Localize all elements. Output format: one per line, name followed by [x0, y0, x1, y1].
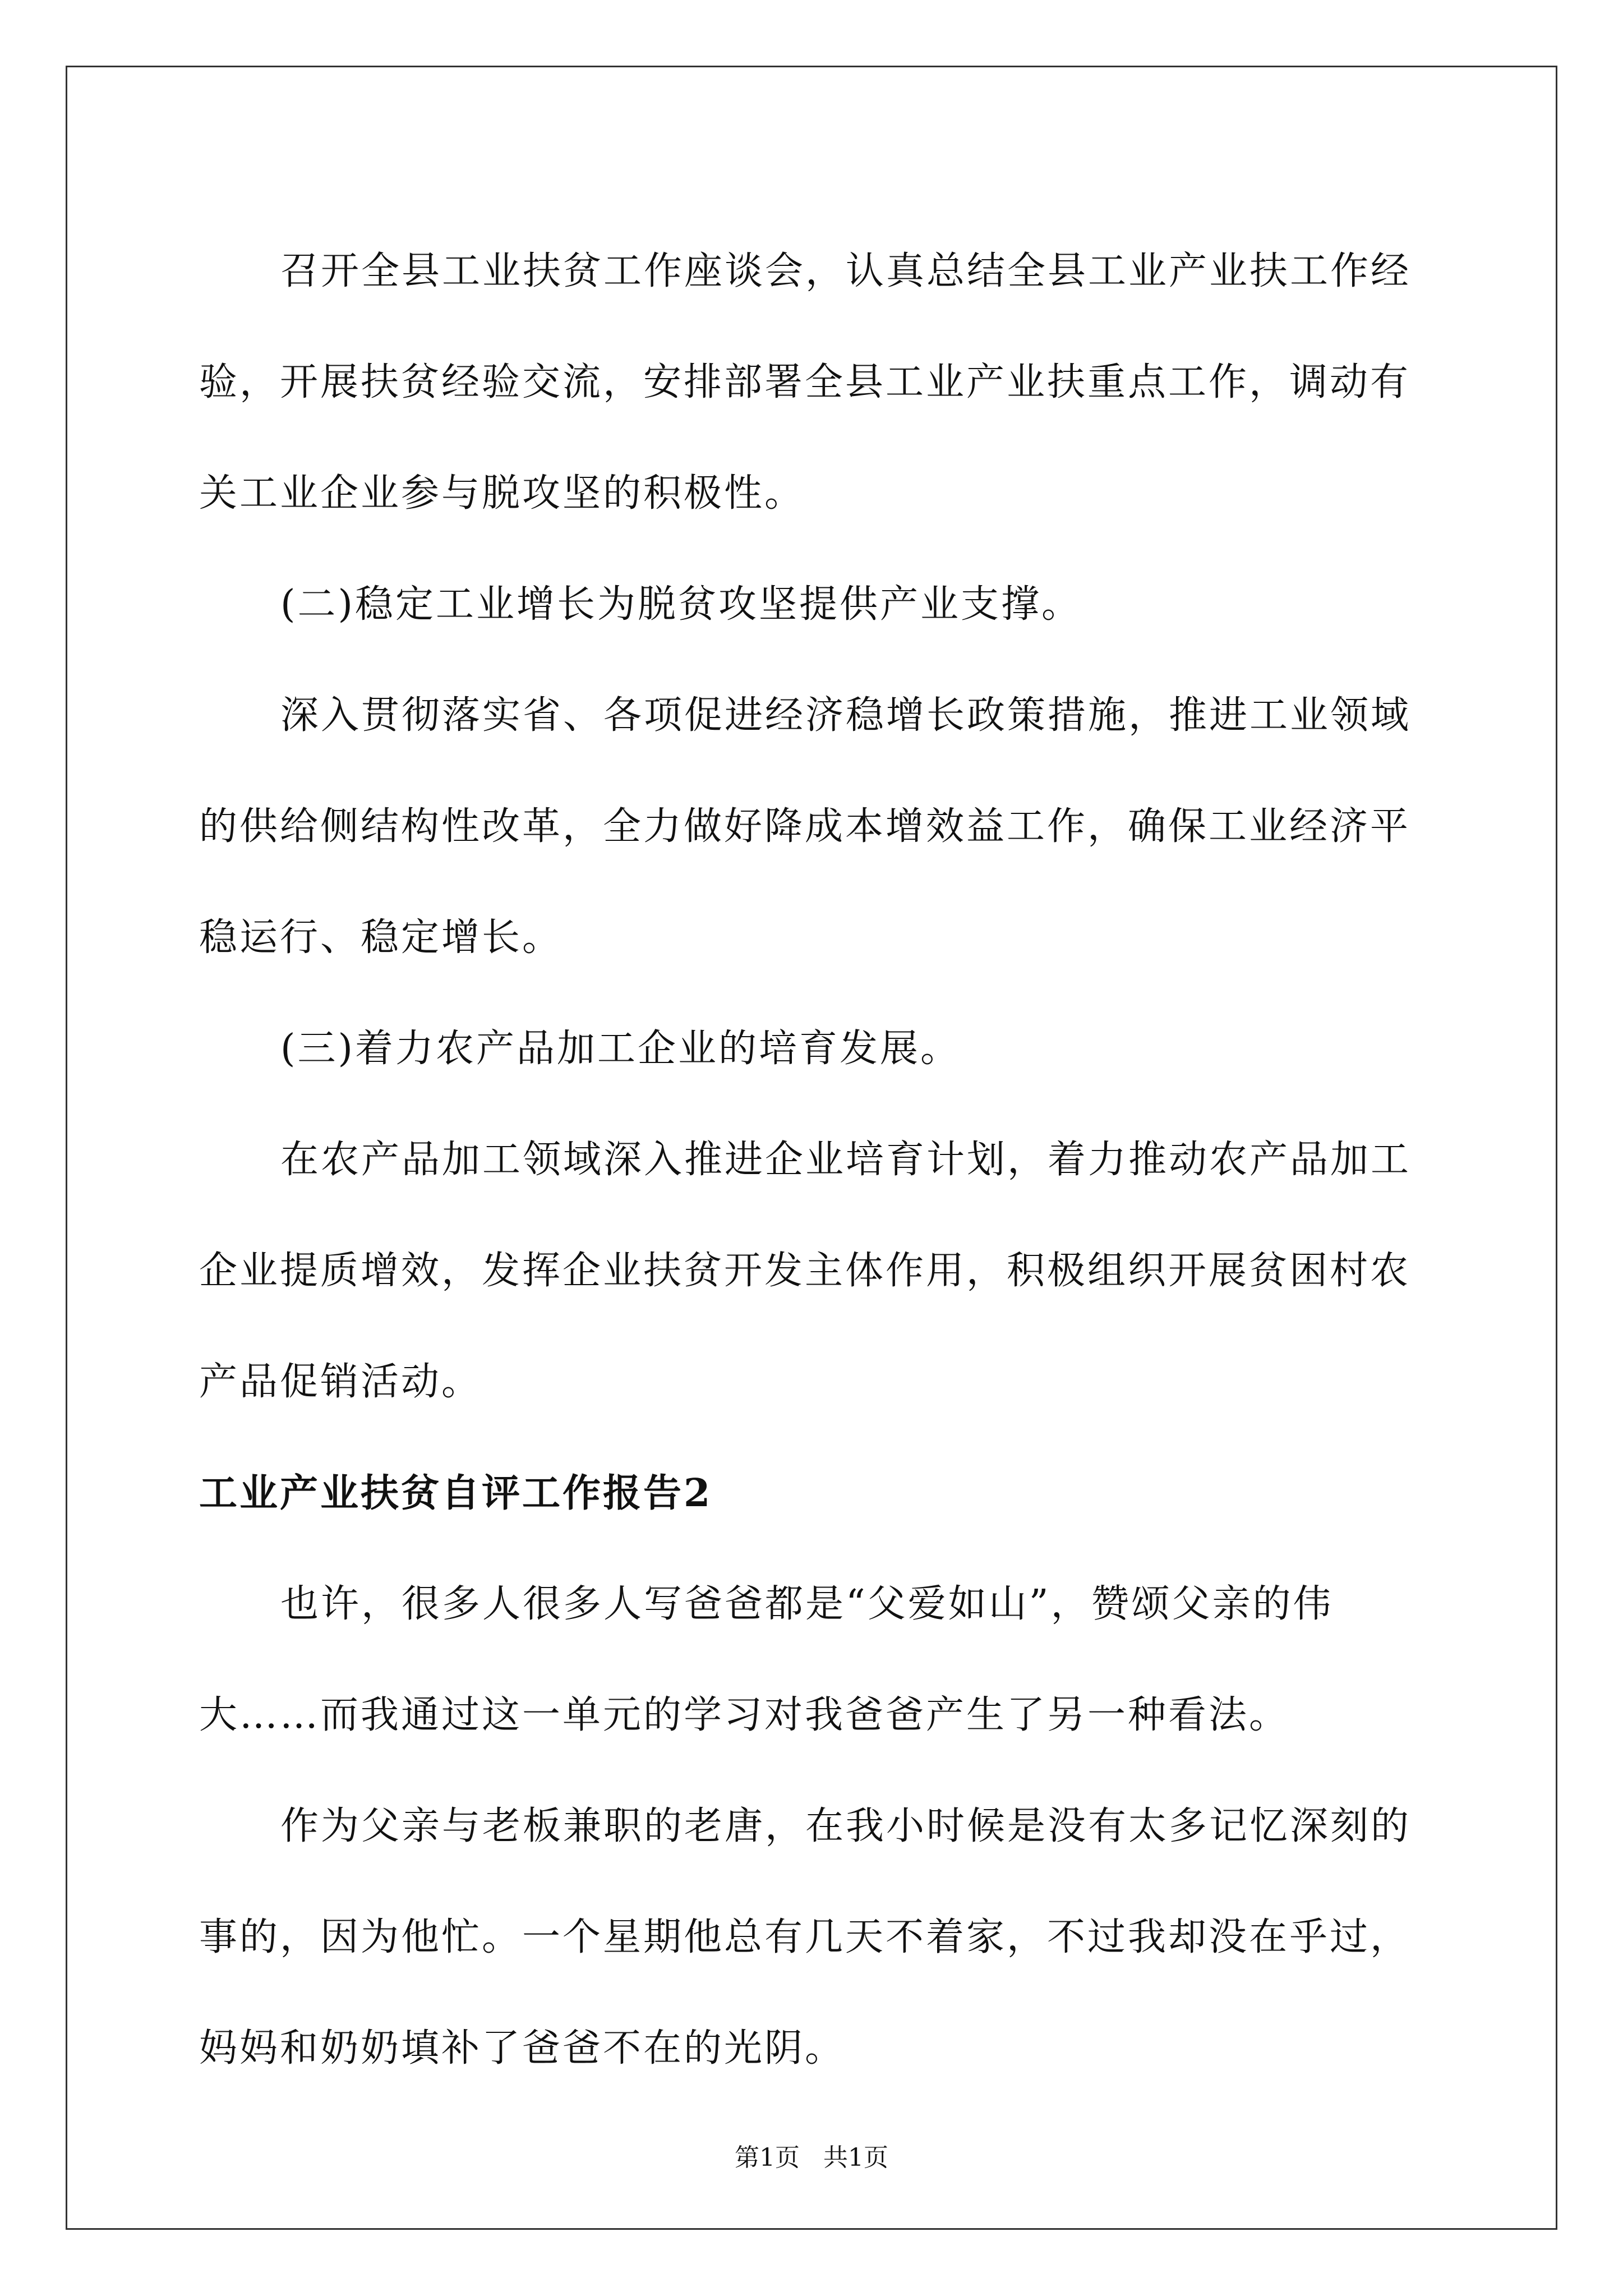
- text-line: (二)稳定工业增长为脱贫攻坚提供产业支撑。: [280, 582, 1082, 627]
- text-line: 验，开展扶贫经验交流，安排部署全县工业产业扶重点工作，调动有: [199, 360, 1411, 404]
- section-heading: 工业产业扶贫自评工作报告2: [199, 1471, 713, 1516]
- paragraph-1: [199, 216, 1433, 549]
- paragraph-7: [199, 1771, 1433, 2104]
- page-footer: [0, 2137, 1623, 2173]
- text-line: 作为父亲与老板兼职的老唐，在我小时候是没有太多记忆深刻的: [280, 1804, 1412, 1848]
- paragraph-2-subheading: [199, 549, 1433, 660]
- page-number: 第1页: [735, 2143, 800, 2172]
- text-line: 大……而我通过这一单元的学习对我爸爸产生了另一种看法。: [199, 1693, 1290, 1737]
- text-line: 也许，很多人很多人写爸爸都是“父爱如山”，赞颂父亲的伟: [280, 1582, 1334, 1626]
- paragraph-5: [199, 1105, 1433, 1438]
- document-body: [199, 216, 1433, 2104]
- paragraph-4-subheading: [199, 993, 1433, 1105]
- text-line: 的供给侧结构性改革，全力做好降成本增效益工作，确保工业经济平: [199, 804, 1411, 849]
- text-line: 事的，因为他忙。一个星期他总有几天不着家，不过我却没在乎过，: [199, 1915, 1411, 1959]
- paragraph-3: [199, 660, 1433, 993]
- paragraph-6: [199, 1549, 1433, 1771]
- text-line: 产品促销活动。: [199, 1360, 482, 1404]
- text-line: (三)着力农产品加工企业的培育发展。: [280, 1027, 961, 1071]
- text-line: 稳运行、稳定增长。: [199, 915, 563, 960]
- page-total: 共1页: [823, 2143, 888, 2172]
- text-line: 在农产品加工领域深入推进企业培育计划，着力推动农产品加工: [280, 1138, 1412, 1182]
- text-line: 关工业企业参与脱攻坚的积极性。: [199, 471, 805, 516]
- text-line: 召开全县工业扶贫工作座谈会，认真总结全县工业产业扶工作经: [280, 249, 1412, 293]
- text-line: 企业提质增效，发挥企业扶贫开发主体作用，积极组织开展贫困村农: [199, 1249, 1411, 1293]
- text-line: 深入贯彻落实省、各项促进经济稳增长政策措施，推进工业领域: [280, 693, 1412, 738]
- text-line: 妈妈和奶奶填补了爸爸不在的光阴。: [199, 2026, 846, 2070]
